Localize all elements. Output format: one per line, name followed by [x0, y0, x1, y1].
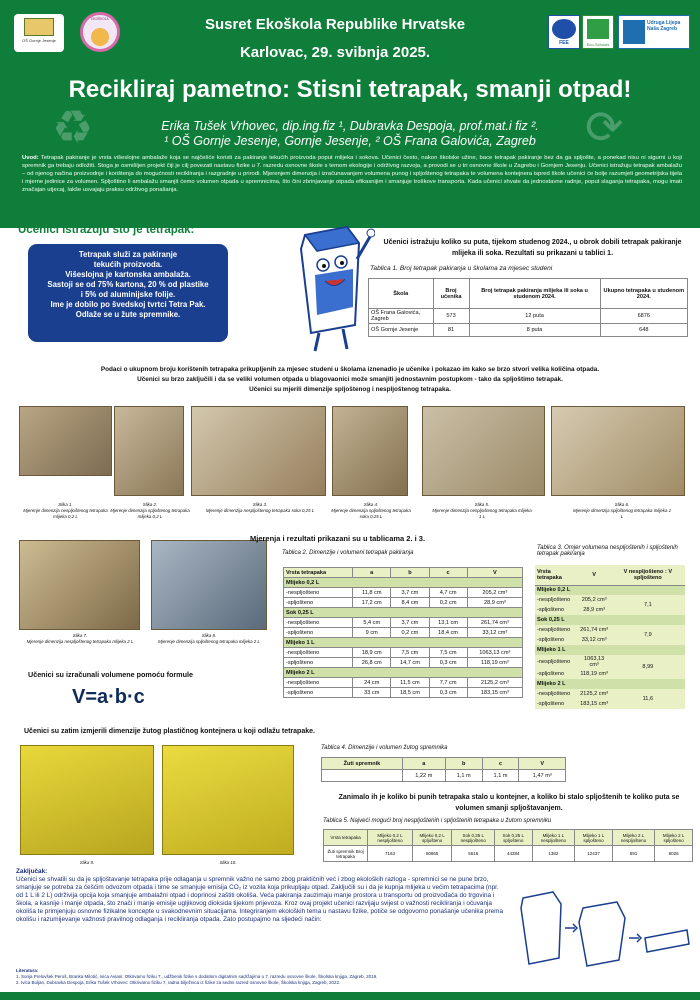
- table-row: -nespljošteno 205,2 cm³ 7,1: [537, 597, 652, 608]
- results-line: Učenici su brzo zaključili i da se veliki volumen otpada u blagovaonici može smanjiti jednostavnim postupkom - tako da spljoštimo tetrapak.: [137, 376, 563, 383]
- event-title: Susret Ekoškola Republike Hrvatske: [204, 16, 466, 33]
- group-label: Sok 0,25 L: [284, 608, 523, 618]
- section-title-tetrapak: Učenici istražuju što je tetrapak:: [18, 224, 195, 236]
- column-header: Vrsta tetrapaka: [284, 568, 353, 578]
- table-cell: 648: [600, 324, 687, 337]
- column-header: b: [391, 568, 429, 578]
- volume-formula: V=a·b·c: [72, 686, 145, 708]
- table5: [323, 829, 693, 862]
- table4-caption: Tablica 4. Dimenzije i volumen žutog spremnika: [321, 745, 448, 751]
- table-row: -nespljošteno 24 cm 11,5 cm 7,7 cm 2125,2 cm³: [284, 678, 523, 688]
- table-row: -nespljošteno 2125,2 cm³ 11,6: [537, 691, 654, 702]
- photo-8: [151, 540, 267, 630]
- column-header: Ukupno tetrapaka u studenom 2024.: [600, 279, 687, 309]
- fact-line: i 5% od aluminijske folije.: [80, 290, 176, 299]
- fee-logo: [548, 15, 580, 49]
- photo-7: [19, 540, 140, 630]
- column-header: Vrsta tetrapaka: [535, 565, 578, 585]
- table4: [321, 757, 566, 782]
- table3: [535, 565, 685, 709]
- question-paragraph: Zanimalo ih je koliko bi punih tetrapaka stalo u kontejner, a koliko bi stalo spljoštenih te koliko puta se volumen smanji spljoštavanjem.: [338, 794, 680, 812]
- intro-label: Uvod:: [22, 155, 39, 161]
- table1: [368, 278, 688, 337]
- poster-title: Recikliraj pametno: Stisni tetrapak, smanji otpad!: [68, 76, 632, 103]
- group-label: Mlijeko 1 L: [284, 638, 523, 648]
- authors: Erika Tušek Vrhovec, dip.ing.fiz ¹, Dubravka Despoja, prof.mat.i fiz ².: [161, 119, 539, 133]
- photo-6: [551, 406, 685, 496]
- column-header: V: [578, 565, 611, 585]
- conclusion: [16, 868, 506, 924]
- table3-caption: Tablica 3. Omjer volumena nespljoštenih i spljoštenih tetrapak pakiranja: [537, 545, 678, 557]
- intro-paragraph: [22, 154, 682, 194]
- table-group-row: Mlijeko 0,2 L: [535, 585, 685, 595]
- table-row: [369, 324, 688, 337]
- photo-2: [114, 406, 184, 496]
- table-row: -spljošteno 17,2 cm 8,4 cm 0,2 cm 28,9 cm³: [284, 598, 523, 608]
- eco-schools-logo: [582, 15, 614, 49]
- table-header-row: Vrsta tetrapaka Mlijeko 0,2 L nespljošteno Mlijeko 0,2 L spljošteno Sok 0,25 L nespljošteno Sok 0,25 L spljošteno Mlijeko 1 L nespljošteno Mlijeko 1 L spljošteno Mlijeko 2 L nespljošteno Mlijeko 2 L spljošteno: [324, 830, 693, 846]
- photo-10: [162, 745, 294, 855]
- table-row: -nespljošteno 5,4 cm 3,7 cm 13,1 cm 261,74 cm³: [284, 618, 523, 628]
- udruga-logo: [618, 15, 690, 49]
- photo-caption: Slika 5. Mjerenje dimenzija nespljoštenog tetrapaka mlijeka 1 L: [432, 502, 532, 519]
- table-row: -nespljošteno 1063,13 cm³ 8,99: [537, 656, 654, 670]
- photo-5: [422, 406, 545, 496]
- table-group-row: [284, 638, 523, 648]
- table-header-row: [535, 565, 685, 585]
- ekoskola-logo-text: EKOŠKOLA: [91, 17, 109, 21]
- photo-caption: Slika 10.: [219, 860, 237, 865]
- table-row: Žuti spremnik Broj tetrapaka 7163 50865 5616 44384 1382 12437 691 8026: [324, 846, 693, 862]
- conclusion-text: Učenici se shvatili su da je spljoštavanje tetrapaka prije odlaganja u spremnik važno ne samo zbog praktičnih već i zbog ekoloških razloga - spremnici se ne pune brzo, smanjuje se potreba za češćim odvozom otpada i time se smanjuje emisija CO₂ iz vozila koja prikupljaju otpad. Zaključili su i da je kupnja mlijeka u većim tetrapacima (npr. od 1 L ili 2 L) održivija opcija koja smanjuje ambalažni otpad i doprinosi zaštiti okoliša. Veća pakiranja zauzimaju manje prostora u transportu od proizvođača do trgovina i škola, a kasnije i manje otpada, što znači i manje emisije ugljikovog dioksida tijekom prijevoza. Kroz ovaj projekt učenici razvijaju svijest o važnosti recikliranja i očuvanja okoliša te primjenjuju osnovne fizikalne koncepte u svakodnevnim situacijama. Integriranjem ekoloških tema u nastavu fizike, potiče se odgovorno ponašanje učenika prema okolišu i razumijevanje važnosti pravilnog odlaganja i recikliranja otpada. Zato postupajmo na sljedeći način:: [16, 876, 504, 923]
- table-group-row: [284, 608, 523, 618]
- tetrapak-facts-box: [28, 244, 228, 342]
- table-cell: 6876: [600, 309, 687, 324]
- column-header: a: [353, 568, 391, 578]
- results-line: Učenici su mjerili dimenzije spljoštenog i nespljoštenog tetrapaka.: [249, 386, 451, 393]
- table-header-row: [284, 568, 523, 578]
- photo-caption: Slika 1. Mjerenje dimenzija nespljoštenog tetrapaka mlijeka 0,2 L: [23, 502, 108, 519]
- column-header: c: [429, 568, 467, 578]
- table-header-row: Žuti spremnik a b c V: [322, 758, 566, 770]
- volume-formula-label: Učenici su izračunali volumene pomoću formule: [28, 670, 193, 679]
- photo-caption: Slika 9.: [79, 860, 95, 865]
- column-header: Broj učenika: [433, 279, 469, 309]
- table-row: -spljošteno 9 cm 0,2 cm 18,4 cm 33,12 cm³: [284, 628, 523, 638]
- photo-9: [20, 745, 154, 855]
- column-header: Škola: [369, 279, 434, 309]
- table-group-row: [284, 578, 523, 588]
- table-cell: 573: [433, 309, 469, 324]
- school-logo: [14, 14, 64, 52]
- table-row: -spljošteno 28,9 cm³: [537, 607, 606, 613]
- measurements-heading: Mjerenja i rezultati prikazani su u tablicama 2. i 3.: [250, 534, 426, 543]
- photo-caption: Slika 4. Mjerenje dimenzija spljoštenog tetrapaka soka 0,25 L: [331, 502, 411, 519]
- footer-bar: [0, 992, 700, 1000]
- table-group-row: [284, 668, 523, 678]
- table-cell: 81: [433, 324, 469, 337]
- table-row: -spljošteno 118,19 cm³: [537, 671, 608, 677]
- table-row: -nespljošteno 18,9 cm 7,5 cm 7,5 cm 1063,13 cm³: [284, 648, 523, 658]
- column-header: Broj tetrapak pakiranja mlijeka ili soka u studenom 2024.: [469, 279, 600, 309]
- table1-caption: Tablica 1. Broj tetrapak pakiranja u školama za mjesec studeni: [370, 265, 553, 272]
- table-cell: 12 puta: [469, 309, 600, 324]
- table-group-row: Mlijeko 1 L: [535, 645, 685, 655]
- school-logo-text: OŠ Gornje Jesenje: [22, 38, 56, 43]
- column-header: V nespljošteno : V spljošteno: [611, 565, 685, 585]
- group-label: Mlijeko 0,2 L: [284, 578, 523, 588]
- recycle-icon: ♻: [52, 101, 94, 153]
- photo-caption: Slika 8. Mjerenje dimenzija spljoštenog tetrapaka mlijeka 2 L: [158, 633, 260, 644]
- eco-schools-logo-text: Eco-Schools: [586, 42, 610, 47]
- group-label: Mlijeko 2 L: [284, 668, 523, 678]
- event-date: Karlovac, 29. svibnja 2025.: [239, 44, 431, 61]
- table-cell: 8 puta: [469, 324, 600, 337]
- udruga-logo-text: Udruga Lijepa Naša Zagreb: [647, 20, 681, 32]
- table-row: [369, 309, 688, 324]
- photo-caption: Slika 3. Mjerenje dimenzija nespljoštenog tetrapaka soka 0,25 L: [205, 502, 315, 513]
- fact-line: Višeslojna je kartonska ambalaža.: [65, 270, 191, 279]
- table2: [283, 567, 523, 698]
- carton-mascot-illustration: [285, 215, 375, 355]
- fact-line: Ime je dobilo po švedskoj tvrtci Tetra Pak.: [50, 300, 206, 309]
- photo-4: [332, 406, 408, 496]
- refresh-icon: ⟳: [585, 101, 624, 153]
- table-cell: OŠ Frana Galovića, Zagreb: [369, 309, 434, 324]
- table2-caption: Tablica 2. Dimenzije i volumeni tetrapak pakiranja: [282, 550, 414, 556]
- table-cell: OŠ Gornje Jesenje: [369, 324, 434, 337]
- reference-item: 1. Sonja Prelovšek Peroš, Branka Milotić, Ivica Aviani: Otkrivamo fiziku 7., udžbenik fizike s dodatnim digitalnim sadržajima u 7. razredu osnovne škole, Školska knjiga, Zagreb, 2019.: [16, 974, 378, 979]
- reference-item: 2. Ivica Buljan, Dubravka Despoja, Erika Tušek Vrhovec: Otkrivamo fiziku 7, radna bilježnica iz fizike za sedmi razred osnovne škole, Školska knjiga, Zagreb, 2022.: [16, 980, 341, 985]
- fact-line: tekućih proizvoda.: [93, 260, 163, 269]
- fact-line: Odlaže se u žute spremnike.: [75, 310, 181, 319]
- photo-caption: Slika 6. Mjerenje dimenzija spljoštenog tetrapaka mlijeka 1 L: [572, 502, 672, 519]
- poster-header: [0, 0, 700, 228]
- references-label: Literatura:: [16, 968, 39, 973]
- survey-question: Učenici istražuju koliko su puta, tijekom studenog 2024., u obrok dobili tetrapak pakiranje mlijeka ili soka. Rezultati su prikazani u tablici 1.: [383, 239, 682, 257]
- photo-1: [19, 406, 112, 476]
- results-paragraph: [14, 365, 686, 395]
- photo-caption: Slika 2. Mjerenje dimenzija spljoštenog tetrapaka mlijeka 0,2 L: [110, 502, 190, 519]
- table-header-row: [369, 279, 688, 309]
- table-row: -spljošteno 33 cm 18,5 cm 0,3 cm 183,15 cm³: [284, 688, 523, 698]
- table-row: -spljošteno 183,15 cm³: [537, 701, 609, 707]
- table5-caption: Tablica 5. Najveći mogući broj nespljoštenih i spljoštenih tetrapaka u žutom spremniku: [323, 818, 552, 824]
- photo-caption: Slika 7. Mjerenje dimenzija nespljoštenog tetrapaka mlijeka 2 L: [26, 633, 134, 644]
- table-group-row: Mlijeko 2 L: [535, 679, 685, 689]
- column-header: V: [467, 568, 522, 578]
- results-line: Podaci o ukupnom broju korištenih tetrapaka prikupljenih za mjesec studeni u školama iznenadio je učenike i pokazao im kako se brzo stvori velika količina otpada.: [100, 366, 600, 373]
- table-row: -spljošteno 26,8 cm 14,7 cm 0,3 cm 118,19 cm³: [284, 658, 523, 668]
- table-row: 1,22 m 1,1 m 1.1 m 1,47 m³: [322, 770, 566, 782]
- ekoskola-badge-logo: [80, 12, 120, 52]
- fact-line: Tetrapak služi za pakiranje: [78, 250, 178, 259]
- table-row: -spljošteno 33,12 cm³: [537, 637, 607, 643]
- table-row: -nespljošteno 11,8 cm 3,7 cm 4,7 cm 205,2 cm³: [284, 588, 523, 598]
- references: [16, 968, 676, 986]
- intro-text: Tetrapak pakiranje je vrsta višeslojne ambalaže koja se najčešće koristi za pakiranje tekućih proizvoda poput mlijeka i sokova. Učenici često, nakon školske užine, bace tetrapak pakiranje bez da ga spljošte, a ponekad nisu ni sigurni u koji spremnik ga trebaju odložiti. Stoga je osmišljen projekt čiji je cilj povezati nastavu fizike u 7. razredu osnovne škole s temom ekologije i održivog razvoja, a provodi se u tri osnovne škole u Zagrebu i Gornjem Jesenju. Učenici istražuju tetrapak ambalažu – od njenog načina proizvodnje i korištenja do mogućnosti recikliranja i razgradnje u prirodi. Mjerenjem dimenzija i izračunavanjem volumena punog i spljoštenog tetrapaka te volumena kontejnera ispred škole učenici će bolje razumjeti geometrijska tijela i mjerne jedinice za volumen. Spljoštino li ambalažu smanjit ćemo volumen otpada u spremnicima, što čini zbrinjavanje otpada efikasnijim i smanjuje troškove transporta. Kada učenici shvate da jednostavne radnje, poput slaganja tetrapaka, mogu imati značajan utjecaj, lakše usvajaju praksu održivog ponašanja.: [22, 155, 682, 193]
- fee-logo-text: FEE: [559, 40, 569, 46]
- container-paragraph: Učenici su zatim izmjerili dimenzije žutog plastičnog kontejnera u koji odlažu tetrapake.: [24, 728, 315, 735]
- affiliations: ¹ OŠ Gornje Jesenje, Gornje Jesenje, ² OŠ Frana Galovića, Zagreb: [164, 134, 536, 148]
- fact-line: Sastoji se od 75% kartona, 20 % od plastike: [47, 280, 209, 289]
- conclusion-label: Zaključak:: [16, 868, 48, 875]
- table-group-row: Sok 0,25 L: [535, 615, 685, 625]
- photo-3: [191, 406, 326, 496]
- table-row: -nespljošteno 261,74 cm³ 7,9: [537, 627, 652, 638]
